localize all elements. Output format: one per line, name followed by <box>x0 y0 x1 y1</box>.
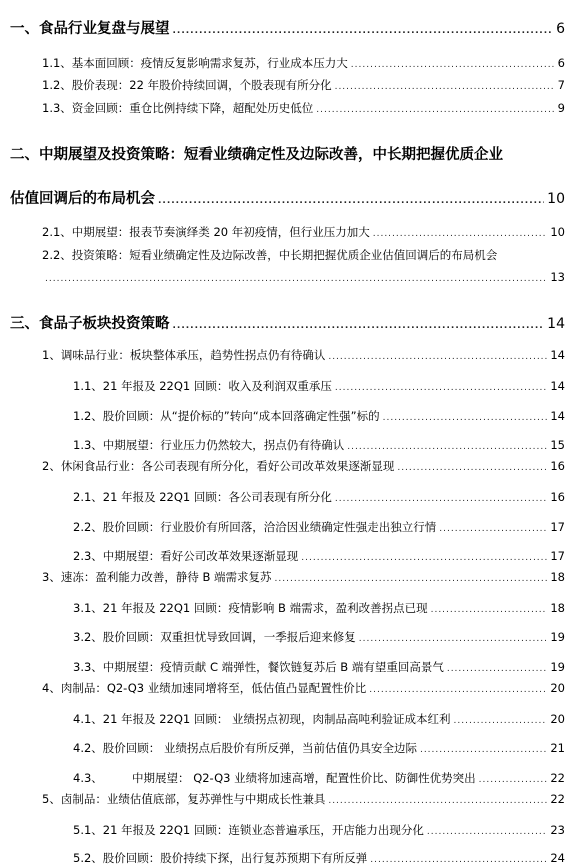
toc-leader-dots <box>335 494 547 504</box>
toc-entry-page: 13 <box>550 270 565 284</box>
toc-leader-dots <box>335 82 555 92</box>
toc-entry[interactable] <box>73 659 565 675</box>
toc-entry[interactable] <box>73 489 565 505</box>
toc-entry-page: 22 <box>550 792 565 806</box>
toc-entry[interactable] <box>42 55 565 71</box>
toc-entry[interactable] <box>73 822 565 838</box>
toc-entry[interactable] <box>73 378 565 394</box>
toc-entry[interactable] <box>42 347 565 363</box>
toc-entry[interactable] <box>42 77 565 93</box>
toc-entry[interactable] <box>10 187 565 208</box>
toc-entry-title: 4.1、21 年报及 22Q1 回顾： 业绩拐点初现，肉制品高吨利验证成本红利 <box>73 712 451 726</box>
toc-entry-title: 5、卤制品：业绩估值底部，复苏弹性与中期成长性兼具 <box>42 792 326 806</box>
toc-entry-page: 16 <box>550 459 565 473</box>
toc-entry-page: 19 <box>550 630 565 644</box>
toc-entry-page: 7 <box>557 78 565 92</box>
toc-entry-title: 2、休闲食品行业：各公司表现有所分化，看好公司改革效果逐渐显现 <box>42 459 395 473</box>
toc-leader-dots <box>359 634 548 644</box>
toc-entry-title: 1.1、21 年报及 22Q1 回顾：收入及利润双重承压 <box>73 379 332 393</box>
toc-entry[interactable] <box>42 791 565 807</box>
toc-leader-dots <box>479 775 548 785</box>
toc-entry[interactable] <box>73 629 565 645</box>
toc-entry-title: 2.1、中期展望：报表节奏演绎类 20 年初疫情，但行业压力加大 <box>42 225 370 239</box>
toc-leader-dots <box>347 442 547 452</box>
toc-entry-title: 2.2、股价回顾：行业股价有所回落，洽洽因业绩确定性强走出独立行情 <box>73 520 437 534</box>
toc-entry-page: 18 <box>550 570 565 584</box>
toc-entry[interactable] <box>42 100 565 116</box>
toc-leader-dots <box>373 229 548 239</box>
toc-entry[interactable] <box>73 548 565 564</box>
toc-entry-page: 6 <box>556 21 565 37</box>
toc-entry-title[interactable]: 2.2、投资策略：短看业绩确定性及边际改善，中长期把握优质企业估值回调后的布局机会 <box>42 248 498 262</box>
toc-leader-dots <box>335 383 547 393</box>
toc-leader-dots <box>173 321 545 331</box>
toc-entry-page: 14 <box>550 348 565 362</box>
toc-leader-dots <box>173 26 554 36</box>
toc-entry[interactable] <box>42 224 565 240</box>
toc-entry-page: 21 <box>550 741 565 755</box>
toc-entry-title: 4.2、股价回顾： 业绩拐点后股价有所反弹，当前估值仍具安全边际 <box>73 741 417 755</box>
toc-leader-dots <box>369 685 547 695</box>
toc-entry[interactable] <box>73 519 565 535</box>
toc-entry-title: 2.3、中期展望：看好公司改革效果逐渐显现 <box>73 549 299 563</box>
toc-entry-title: 5.2、股价回顾：股价持续下探，出行复苏预期下有所反弹 <box>73 851 368 865</box>
toc-entry-page: 14 <box>550 379 565 393</box>
toc-leader-dots <box>427 827 547 837</box>
toc-entry[interactable] <box>10 312 565 333</box>
toc-entry[interactable] <box>73 711 565 727</box>
toc-entry-title: 5.1、21 年报及 22Q1 回顾：连锁业态普遍承压，开店能力出现分化 <box>73 823 424 837</box>
toc-entry-title: 三、食品子板块投资策略 <box>10 316 170 332</box>
toc-entry[interactable] <box>73 850 565 866</box>
toc-leader-dots <box>328 796 547 806</box>
toc-entry[interactable] <box>73 437 565 453</box>
toc-entry-page: 24 <box>550 851 565 865</box>
toc-leader-dots <box>383 413 548 423</box>
toc-entry-title: 3.3、中期展望：疫情贡献 C 端弹性，餐饮链复苏后 B 端有望重回高景气 <box>73 660 444 674</box>
toc-entry-title: 1、调味品行业：板块整体承压，趋势性拐点仍有待确认 <box>42 348 326 362</box>
toc-entry-title: 1.1、基本面回顾：疫情反复影响需求复苏，行业成本压力大 <box>42 56 348 70</box>
toc-entry[interactable] <box>73 770 565 786</box>
toc-entry-title: 估值回调后的布局机会 <box>10 191 155 207</box>
toc-entry[interactable] <box>10 17 565 38</box>
toc-entry-page: 22 <box>550 771 565 785</box>
toc-entry[interactable] <box>42 569 565 585</box>
toc-leader-dots <box>447 664 548 674</box>
toc-entry[interactable] <box>73 740 565 756</box>
toc-entry-title: 一、食品行业复盘与展望 <box>10 21 170 37</box>
toc-entry-title: 3、速冻：盈利能力改善，静待 B 端需求复苏 <box>42 570 272 584</box>
toc-leader-dots <box>301 553 547 563</box>
toc-entry-title: 4.3、 中期展望： Q2-Q3 业绩将加速高增，配置性价比、防御性优势突出 <box>73 771 476 785</box>
toc-leader-dots <box>370 855 547 865</box>
toc-entry-title: 1.2、股价回顾：从“提价标的”转向“成本回落确定性强”标的 <box>73 409 380 423</box>
toc-leader-dots <box>158 196 544 206</box>
toc-leader-dots <box>397 463 547 473</box>
toc-leader-dots <box>316 105 554 115</box>
toc-entry[interactable] <box>73 408 565 424</box>
toc-entry-title: 1.3、中期展望：行业压力仍然较大，拐点仍有待确认 <box>73 438 345 452</box>
toc-entry-page: 20 <box>550 681 565 695</box>
toc-entry-title: 2.1、21 年报及 22Q1 回顾：各公司表现有所分化 <box>73 490 332 504</box>
toc-entry-page: 23 <box>550 823 565 837</box>
toc-leader-dots <box>45 274 547 284</box>
toc-entry-title[interactable]: 二、中期展望及投资策略：短看业绩确定性及边际改善，中长期把握优质企业 <box>10 147 503 163</box>
toc-entry-page: 10 <box>547 191 565 207</box>
toc-entry-title: 1.3、资金回顾：重仓比例持续下降，超配处历史低位 <box>42 101 314 115</box>
toc-leader-dots <box>420 745 547 755</box>
toc-leader-dots <box>431 605 548 615</box>
toc-entry-page: 19 <box>550 660 565 674</box>
toc-entry-page: 17 <box>550 549 565 563</box>
toc-entry[interactable] <box>42 270 565 284</box>
toc-leader-dots <box>275 574 548 584</box>
toc-entry[interactable] <box>42 458 565 474</box>
toc-entry-page: 20 <box>550 712 565 726</box>
toc-entry-page: 14 <box>550 409 565 423</box>
toc-entry[interactable] <box>42 680 565 696</box>
toc-entry-page: 6 <box>557 56 565 70</box>
toc-entry-page: 16 <box>550 490 565 504</box>
toc-leader-dots <box>351 60 555 70</box>
toc-entry-page: 10 <box>550 225 565 239</box>
toc-leader-dots <box>328 352 547 362</box>
toc-entry-title: 3.1、21 年报及 22Q1 回顾：疫情影响 B 端需求，盈利改善拐点已现 <box>73 601 428 615</box>
toc-entry[interactable] <box>73 600 565 616</box>
toc-entry-page: 14 <box>547 316 565 332</box>
toc-entry-page: 15 <box>550 438 565 452</box>
toc-entry-title: 1.2、股价表现：22 年股价持续回调，个股表现有所分化 <box>42 78 332 92</box>
toc-entry-page: 9 <box>557 101 565 115</box>
toc-leader-dots <box>454 716 548 726</box>
toc-entry-title: 4、肉制品：Q2-Q3 业绩加速同增将至，低估值凸显配置性价比 <box>42 681 367 695</box>
toc-entry-page: 17 <box>550 520 565 534</box>
toc-entry-title: 3.2、股价回顾：双重担忧导致回调，一季报后迎来修复 <box>73 630 356 644</box>
toc-leader-dots <box>439 524 547 534</box>
toc-entry-page: 18 <box>550 601 565 615</box>
